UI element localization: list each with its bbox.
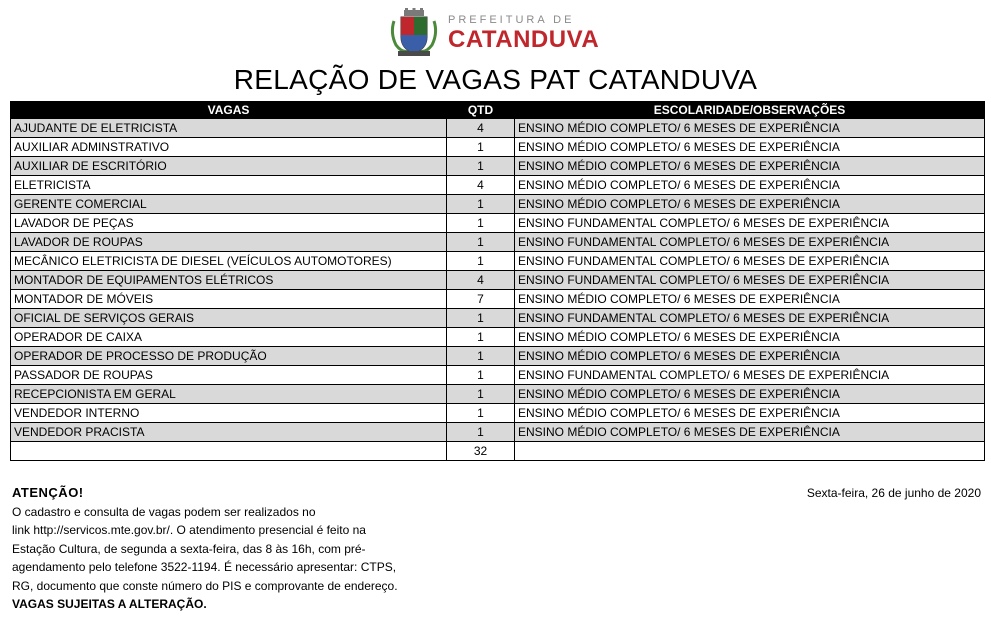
table-row <box>11 176 985 195</box>
cell-qtd: 1 <box>447 423 515 442</box>
cell-vaga: LAVADOR DE ROUPAS <box>11 233 447 252</box>
cell-escolaridade: ENSINO MÉDIO COMPLETO/ 6 MESES DE EXPERIÊNCIA <box>515 385 985 404</box>
cell-escolaridade: ENSINO FUNDAMENTAL COMPLETO/ 6 MESES DE EXPERIÊNCIA <box>515 252 985 271</box>
table-row <box>11 385 985 404</box>
cell-vaga: VENDEDOR PRACISTA <box>11 423 447 442</box>
column-header-qtd: QTD <box>447 102 515 119</box>
table-row <box>11 347 985 366</box>
table-row <box>11 423 985 442</box>
cell-qtd: 1 <box>447 233 515 252</box>
cell-vaga: PASSADOR DE ROUPAS <box>11 366 447 385</box>
page-title: RELAÇÃO DE VAGAS PAT CATANDUVA <box>233 64 758 95</box>
cell-qtd: 1 <box>447 404 515 423</box>
cell-vaga: VENDEDOR INTERNO <box>11 404 447 423</box>
total-empty-cell <box>515 442 985 461</box>
table-row <box>11 214 985 233</box>
cell-qtd: 1 <box>447 385 515 404</box>
cell-escolaridade: ENSINO MÉDIO COMPLETO/ 6 MESES DE EXPERIÊNCIA <box>515 423 985 442</box>
attention-warning: VAGAS SUJEITAS A ALTERAÇÃO. <box>12 597 207 611</box>
cell-vaga: AUXILIAR DE ESCRITÓRIO <box>11 157 447 176</box>
table-row <box>11 157 985 176</box>
logo-small-text: PREFEITURA DE <box>448 13 575 26</box>
table-row <box>11 328 985 347</box>
cell-escolaridade: ENSINO MÉDIO COMPLETO/ 6 MESES DE EXPERIÊNCIA <box>515 157 985 176</box>
cell-escolaridade: ENSINO MÉDIO COMPLETO/ 6 MESES DE EXPERIÊNCIA <box>515 290 985 309</box>
cell-qtd: 1 <box>447 366 515 385</box>
prefeitura-logo <box>388 7 599 59</box>
cell-vaga: RECEPCIONISTA EM GERAL <box>11 385 447 404</box>
vagas-table <box>10 101 985 461</box>
cell-vaga: MONTADOR DE EQUIPAMENTOS ELÉTRICOS <box>11 271 447 290</box>
cell-vaga: LAVADOR DE PEÇAS <box>11 214 447 233</box>
table-row <box>11 233 985 252</box>
cell-qtd: 1 <box>447 214 515 233</box>
cell-escolaridade: ENSINO FUNDAMENTAL COMPLETO/ 6 MESES DE EXPERIÊNCIA <box>515 309 985 328</box>
table-row <box>11 366 985 385</box>
table-row <box>11 290 985 309</box>
cell-qtd: 4 <box>447 119 515 138</box>
attention-line: Estação Cultura, de segunda a sexta-feira, das 8 às 16h, com pré- <box>12 541 366 556</box>
cell-escolaridade: ENSINO FUNDAMENTAL COMPLETO/ 6 MESES DE EXPERIÊNCIA <box>515 214 985 233</box>
total-row <box>11 442 985 461</box>
attention-heading: ATENÇÃO! <box>12 485 84 500</box>
cell-qtd: 1 <box>447 157 515 176</box>
cell-escolaridade: ENSINO FUNDAMENTAL COMPLETO/ 6 MESES DE EXPERIÊNCIA <box>515 233 985 252</box>
cell-qtd: 4 <box>447 271 515 290</box>
cell-qtd: 1 <box>447 195 515 214</box>
attention-line: RG, documento que conste número do PIS e comprovante de endereço. <box>12 578 398 593</box>
table-row <box>11 138 985 157</box>
attention-line: agendamento pelo telefone 3522-1194. É necessário apresentar: CTPS, <box>12 560 397 574</box>
date-label: Sexta-feira, 26 de junho de 2020 <box>806 486 981 500</box>
cell-qtd: 7 <box>447 290 515 309</box>
cell-vaga: GERENTE COMERCIAL <box>11 195 447 214</box>
attention-line: link http://servicos.mte.gov.br/. O atendimento presencial é feito na <box>12 523 366 537</box>
cell-vaga: OPERADOR DE PROCESSO DE PRODUÇÃO <box>11 347 447 366</box>
cell-vaga: OFICIAL DE SERVIÇOS GERAIS <box>11 309 447 328</box>
table-row <box>11 404 985 423</box>
table-body <box>11 119 985 461</box>
cell-qtd: 1 <box>447 252 515 271</box>
cell-escolaridade: ENSINO FUNDAMENTAL COMPLETO/ 6 MESES DE EXPERIÊNCIA <box>515 366 985 385</box>
cell-escolaridade: ENSINO MÉDIO COMPLETO/ 6 MESES DE EXPERIÊNCIA <box>515 328 985 347</box>
cell-vaga: MECÂNICO ELETRICISTA DE DIESEL (VEÍCULOS AUTOMOTORES) <box>11 252 447 271</box>
cell-escolaridade: ENSINO MÉDIO COMPLETO/ 6 MESES DE EXPERIÊNCIA <box>515 138 985 157</box>
attention-line: O cadastro e consulta de vagas podem ser realizados no <box>12 504 316 519</box>
cell-escolaridade: ENSINO MÉDIO COMPLETO/ 6 MESES DE EXPERIÊNCIA <box>515 176 985 195</box>
attention-notice <box>12 484 452 614</box>
cell-escolaridade: ENSINO MÉDIO COMPLETO/ 6 MESES DE EXPERIÊNCIA <box>515 404 985 423</box>
cell-vaga: AUXILIAR ADMINSTRATIVO <box>11 138 447 157</box>
table-header-row <box>11 102 985 119</box>
table-row <box>11 271 985 290</box>
column-header-escolaridade: ESCOLARIDADE/OBSERVAÇÕES <box>515 102 985 119</box>
cell-qtd: 1 <box>447 328 515 347</box>
cell-escolaridade: ENSINO MÉDIO COMPLETO/ 6 MESES DE EXPERIÊNCIA <box>515 119 985 138</box>
table-row <box>11 252 985 271</box>
cell-qtd: 1 <box>447 347 515 366</box>
table-row <box>11 119 985 138</box>
cell-escolaridade: ENSINO MÉDIO COMPLETO/ 6 MESES DE EXPERIÊNCIA <box>515 195 985 214</box>
cell-escolaridade: ENSINO MÉDIO COMPLETO/ 6 MESES DE EXPERIÊNCIA <box>515 347 985 366</box>
cell-vaga: AJUDANTE DE ELETRICISTA <box>11 119 447 138</box>
total-empty-cell <box>11 442 447 461</box>
cell-qtd: 1 <box>447 309 515 328</box>
cell-qtd: 1 <box>447 138 515 157</box>
column-header-vagas: VAGAS <box>11 102 447 119</box>
cell-qtd: 4 <box>447 176 515 195</box>
cell-escolaridade: ENSINO FUNDAMENTAL COMPLETO/ 6 MESES DE EXPERIÊNCIA <box>515 271 985 290</box>
city-crest-icon <box>388 7 440 59</box>
table-row <box>11 309 985 328</box>
cell-vaga: OPERADOR DE CAIXA <box>11 328 447 347</box>
logo-city-name: CATANDUVA <box>448 25 600 53</box>
total-qtd: 32 <box>447 442 515 461</box>
cell-vaga: ELETRICISTA <box>11 176 447 195</box>
cell-vaga: MONTADOR DE MÓVEIS <box>11 290 447 309</box>
table-row <box>11 195 985 214</box>
